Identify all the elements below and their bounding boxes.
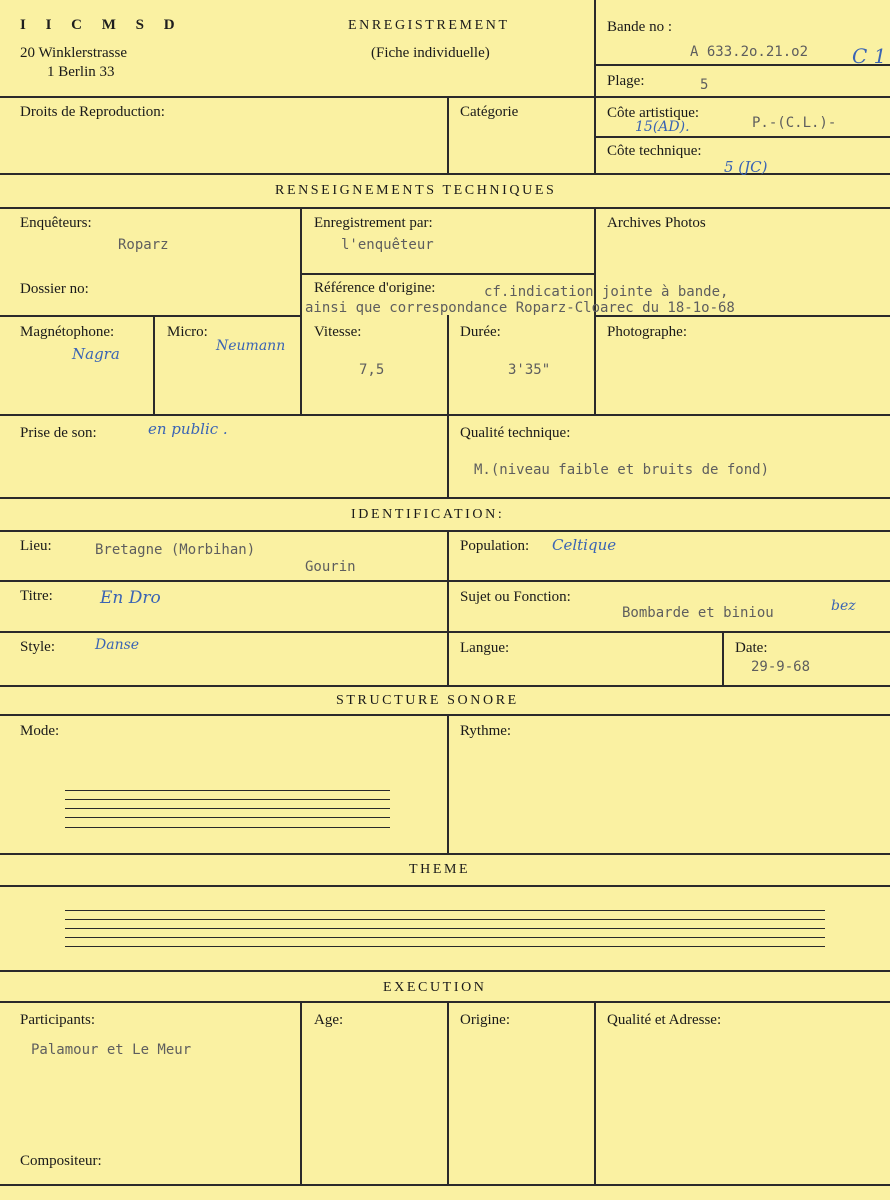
section-identification: IDENTIFICATION: <box>351 507 505 522</box>
grid-line <box>447 315 449 414</box>
form-title: ENREGISTREMENT <box>348 18 510 33</box>
grid-line <box>447 714 449 853</box>
langue-label: Langue: <box>460 640 510 656</box>
reference-label: Référence d'origine: <box>314 280 436 296</box>
section-execution: EXECUTION <box>383 980 487 995</box>
style-label: Style: <box>20 639 56 655</box>
cote-technique-label: Côte technique: <box>607 143 702 159</box>
micro-value[interactable]: Neumann <box>216 338 286 354</box>
grid-line <box>594 64 890 66</box>
grid-line <box>300 1001 302 1184</box>
origine-label: Origine: <box>460 1012 510 1028</box>
grid-line <box>153 315 155 414</box>
duree-label: Durée: <box>460 324 501 340</box>
lieu-value[interactable]: Bretagne (Morbihan) <box>95 542 256 558</box>
grid-line <box>0 685 890 687</box>
age-label: Age: <box>314 1012 344 1028</box>
cote-artistique-annotation: 15(AD). <box>635 119 690 135</box>
droits-label: Droits de Reproduction: <box>20 104 165 120</box>
grid-line <box>0 207 890 209</box>
grid-line <box>0 530 890 532</box>
plage-value[interactable]: 5 <box>700 77 709 93</box>
grid-line <box>0 96 890 98</box>
grid-line <box>0 315 300 317</box>
photographe-label: Photographe: <box>607 324 687 340</box>
form-subtitle: (Fiche individuelle) <box>371 45 490 61</box>
archives-photos-label: Archives Photos <box>607 215 706 231</box>
magnetophone-value[interactable]: Nagra <box>72 345 120 363</box>
style-value[interactable]: Danse <box>95 637 140 653</box>
qualite-technique-label: Qualité technique: <box>460 425 571 441</box>
grid-line <box>722 631 724 685</box>
sujet-value[interactable]: Bombarde et biniou <box>622 605 774 621</box>
org-city: 1 Berlin 33 <box>47 64 115 80</box>
cote-artistique-value[interactable]: P.-(C.L.)- <box>752 115 837 131</box>
bande-value[interactable]: A 633.2o.21.o2 <box>690 44 809 60</box>
magnetophone-label: Magnétophone: <box>20 324 115 340</box>
date-label: Date: <box>735 640 768 656</box>
grid-line <box>447 530 449 685</box>
grid-line <box>594 136 890 138</box>
cote-technique-annotation: 5 (JC) <box>724 158 768 176</box>
prise-de-son-value[interactable]: en public . <box>148 420 228 438</box>
grid-line <box>0 414 890 416</box>
grid-line <box>0 853 890 855</box>
mode-label: Mode: <box>20 723 60 739</box>
grid-line <box>0 497 890 499</box>
enregistrement-par-value[interactable]: l'enquêteur <box>341 237 434 253</box>
enregistrement-par-label: Enregistrement par: <box>314 215 433 231</box>
participants-value[interactable]: Palamour et Le Meur <box>31 1042 192 1058</box>
population-value[interactable]: Celtique <box>552 536 617 554</box>
titre-label: Titre: <box>20 588 53 604</box>
bande-annotation: C 1 <box>852 44 887 68</box>
lieu-label: Lieu: <box>20 538 52 554</box>
participants-label: Participants: <box>20 1012 95 1028</box>
grid-line <box>594 0 596 173</box>
grid-line <box>447 96 449 173</box>
micro-label: Micro: <box>167 324 208 340</box>
plage-label: Plage: <box>607 73 645 89</box>
cote-artistique-label: Côte artistique: <box>607 105 700 121</box>
grid-line <box>0 1184 890 1186</box>
population-label: Population: <box>460 538 530 554</box>
grid-line <box>594 1001 596 1184</box>
vitesse-label: Vitesse: <box>314 324 362 340</box>
section-theme: THEME <box>409 862 471 877</box>
grid-line <box>0 631 890 633</box>
reference-line1[interactable]: cf.indication jointe à bande, <box>484 284 729 300</box>
qualite-technique-value[interactable]: M.(niveau faible et bruits de fond) <box>474 462 770 478</box>
lieu-commune-value[interactable]: Gourin <box>305 559 356 575</box>
grid-line <box>0 885 890 887</box>
dossier-label: Dossier no: <box>20 281 89 297</box>
grid-line <box>447 414 449 497</box>
compositeur-label: Compositeur: <box>20 1153 102 1169</box>
duree-value[interactable]: 3'35" <box>508 362 551 378</box>
bande-label: Bande no : <box>607 19 672 35</box>
reference-line2[interactable]: ainsi que correspondance Roparz-Cloarec du 18-1o-68 <box>305 300 735 316</box>
date-value[interactable]: 29-9-68 <box>751 659 811 675</box>
grid-line <box>0 1001 890 1003</box>
grid-line <box>0 714 890 716</box>
grid-line <box>300 273 594 275</box>
grid-line <box>0 580 890 582</box>
enqueteurs-value[interactable]: Roparz <box>118 237 169 253</box>
rythme-label: Rythme: <box>460 723 512 739</box>
org-name: I I C M S D <box>20 17 183 33</box>
titre-value[interactable]: En Dro <box>100 588 161 608</box>
vitesse-value[interactable]: 7,5 <box>359 362 385 378</box>
org-street: 20 Winklerstrasse <box>20 45 128 61</box>
section-technical: RENSEIGNEMENTS TECHNIQUES <box>275 183 557 198</box>
sujet-annotation: bez <box>831 598 856 614</box>
grid-line <box>300 207 302 414</box>
section-structure: STRUCTURE SONORE <box>336 693 519 708</box>
qualite-adresse-label: Qualité et Adresse: <box>607 1012 722 1028</box>
sujet-label: Sujet ou Fonction: <box>460 589 571 605</box>
categorie-label: Catégorie <box>460 104 519 120</box>
grid-line <box>0 970 890 972</box>
prise-de-son-label: Prise de son: <box>20 425 97 441</box>
enqueteurs-label: Enquêteurs: <box>20 215 92 231</box>
grid-line <box>447 1001 449 1184</box>
